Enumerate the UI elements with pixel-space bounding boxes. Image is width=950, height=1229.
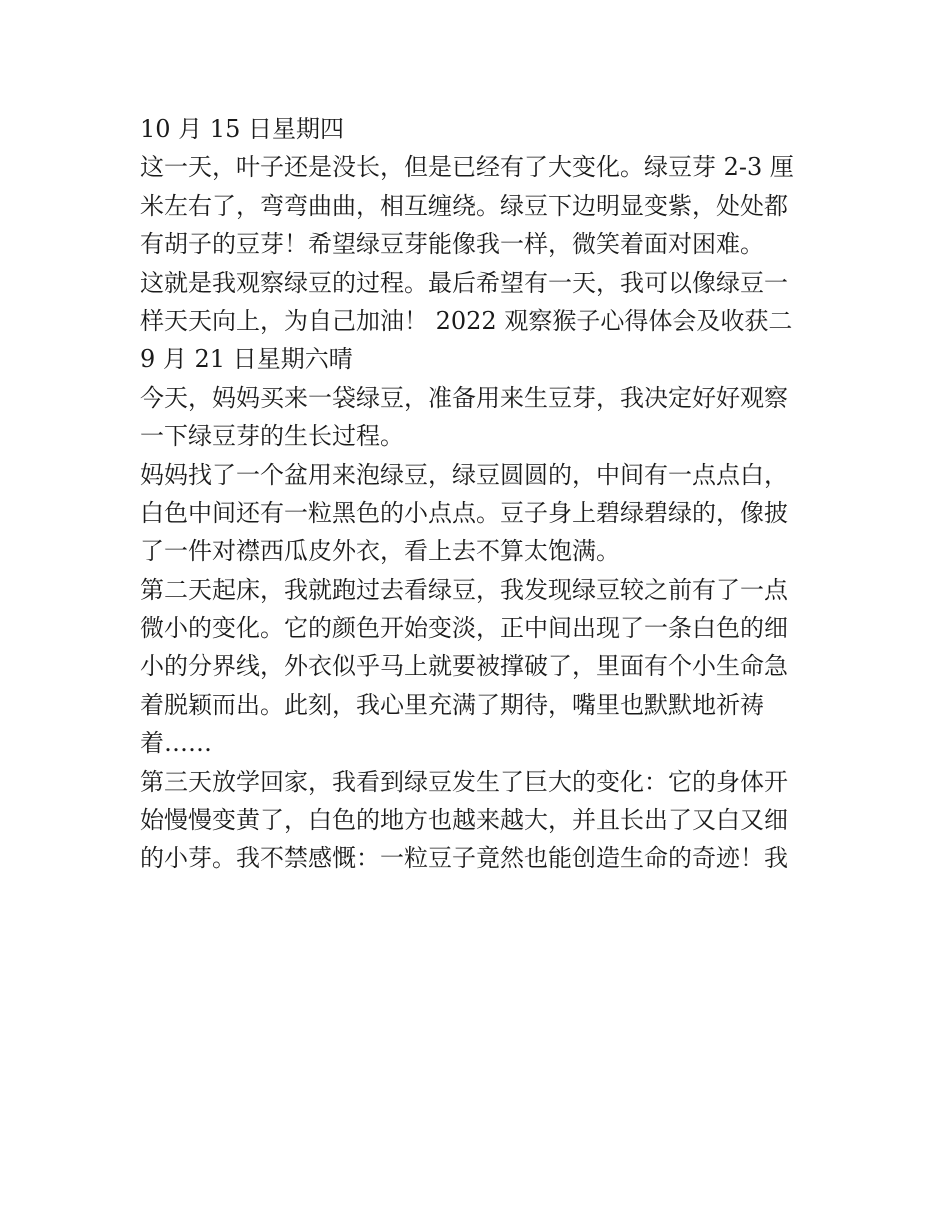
document-body [140,110,830,878]
text-line: 着脱颖而出。此刻，我心里充满了期待，嘴里也默默地祈祷 [140,690,764,719]
text-line: 一下绿豆芽的生长过程。 [140,422,404,451]
text-line: 这就是我观察绿豆的过程。最后希望有一天，我可以像绿豆一 [140,268,788,297]
text-line: 始慢慢变黄了，白色的地方也越来越大，并且长出了又白又细 [140,806,788,835]
text-line: 这一天，叶子还是没长，但是已经有了大变化。绿豆芽 2-3 厘 [140,153,794,182]
text-line: 9 月 21 日星期六晴 [140,345,353,374]
text-line: 米左右了，弯弯曲曲，相互缠绕。绿豆下边明显变紫，处处都 [140,191,788,220]
text-line: 样天天向上，为自己加油！ 2022 观察猴子心得体会及收获二 [140,306,793,335]
text-line: 有胡子的豆芽！希望绿豆芽能像我一样，微笑着面对困难。 [140,230,764,259]
text-line: 小的分界线，外衣似乎马上就要被撑破了，里面有个小生命急 [140,652,788,681]
text-line: 10 月 15 日星期四 [140,115,344,143]
text-line: 白色中间还有一粒黑色的小点点。豆子身上碧绿碧绿的，像披 [140,498,788,527]
text-line: 妈妈找了一个盆用来泡绿豆，绿豆圆圆的，中间有一点点白， [140,460,788,489]
text-line: 的小芽。我不禁感慨：一粒豆子竟然也能创造生命的奇迹！我 [140,844,788,873]
text-line: 第二天起床，我就跑过去看绿豆，我发现绿豆较之前有了一点 [140,575,788,604]
text-line: 着…… [140,729,212,758]
text-line: 了一件对襟西瓜皮外衣，看上去不算太饱满。 [140,537,620,566]
text-line: 第三天放学回家，我看到绿豆发生了巨大的变化：它的身体开 [140,767,788,796]
text-line: 微小的变化。它的颜色开始变淡，正中间出现了一条白色的细 [140,614,788,643]
text-line: 今天，妈妈买来一袋绿豆，准备用来生豆芽，我决定好好观察 [140,383,788,412]
